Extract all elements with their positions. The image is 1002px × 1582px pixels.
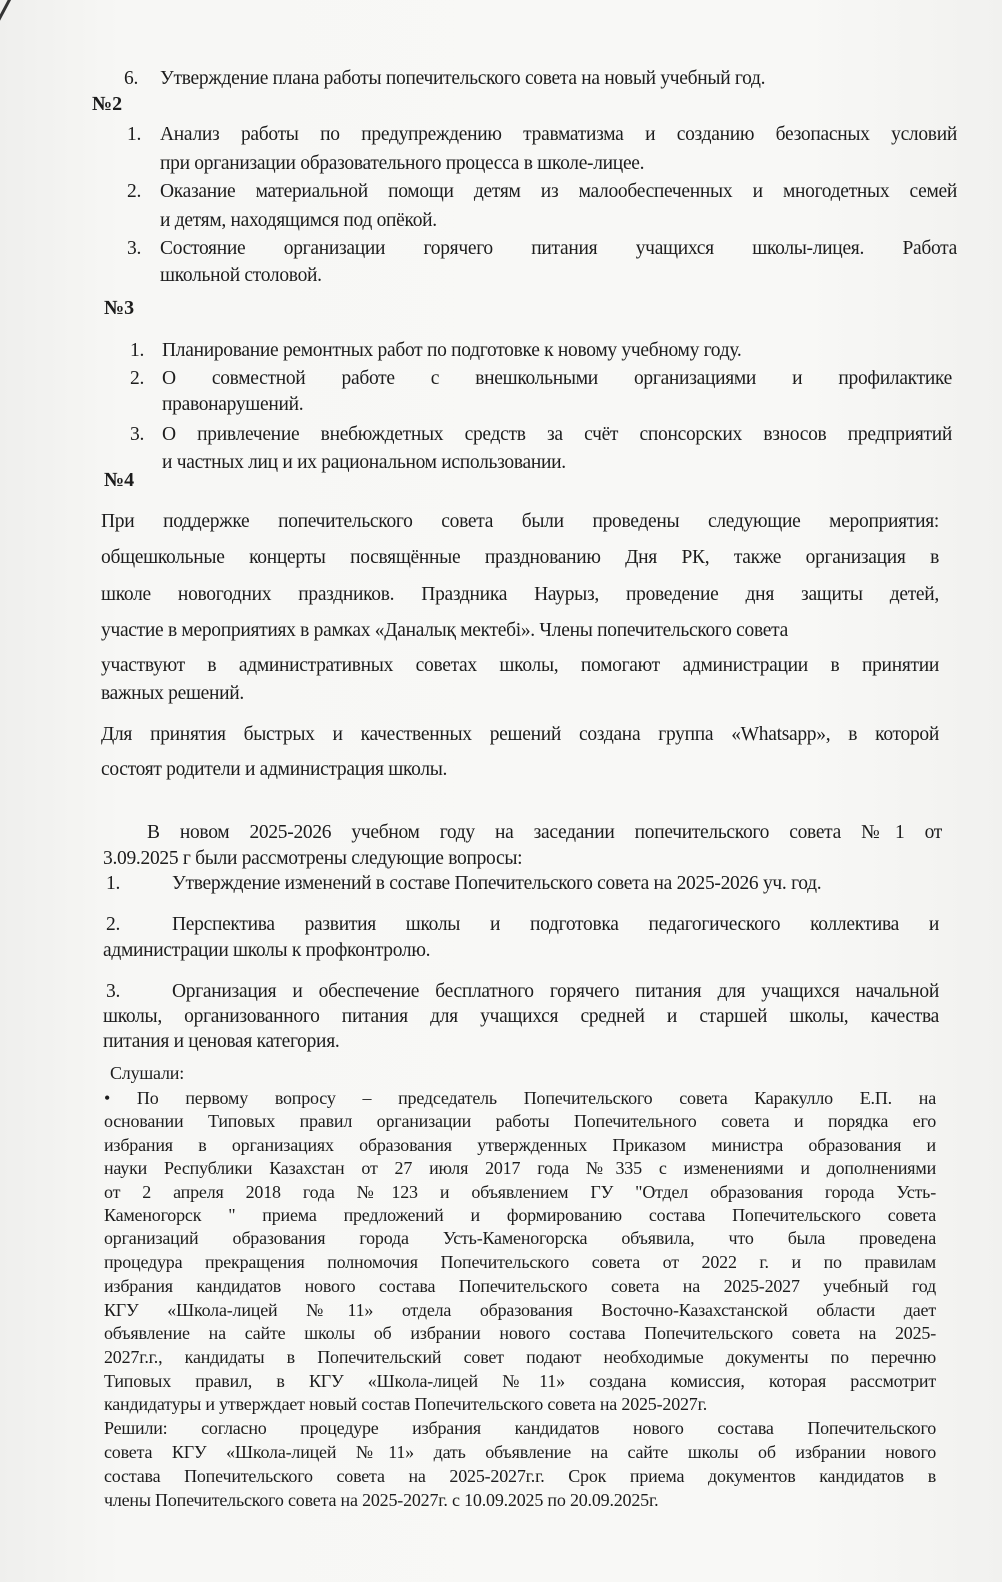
paragraph-line: процедура прекращения полномочия Попечительского совета от 2022 г. и по правилам xyxy=(104,1252,936,1272)
paragraph-line: участвуют в административных советах школы, помогают администрации в принятии xyxy=(101,655,939,676)
section-heading: №3 xyxy=(104,297,135,319)
page-edge-mark xyxy=(0,0,12,25)
paragraph-line: кандидатуры и утверждает новый состав Попечительского совета на 2025-2027г. xyxy=(104,1394,708,1414)
list-item-text: Перспектива развития школы и подготовка педагогического коллектива и xyxy=(172,914,939,935)
list-item-number: 2. xyxy=(130,368,145,389)
list-item-text: администрации школы к профконтролю. xyxy=(103,940,431,961)
paragraph-line: организаций образования города Усть-Каменогорска объявила, что была проведена xyxy=(104,1228,936,1248)
list-item-text: при организации образовательного процесса в школе-лицее. xyxy=(160,153,645,174)
list-item-text: О привлечение внебюждетных средств за счёт спонсорских взносов предприятий xyxy=(162,424,952,445)
paragraph-line: При поддержке попечительского совета были проведены следующие мероприятия: xyxy=(101,511,939,532)
paragraph-line: 2027г.г., кандидаты в Попечительский совет подают необходимые документы по перечню xyxy=(104,1347,936,1367)
paragraph-line: состоят родители и администрация школы. xyxy=(101,759,448,780)
section-heading: №4 xyxy=(104,469,135,491)
paragraph-line: Каменогорск " приема предложений и формированию состава Попечительского совета xyxy=(104,1205,936,1225)
list-item-text: Состояние организации горячего питания учащихся школы-лицея. Работа xyxy=(160,238,957,259)
paragraph-line: науки Республики Казахстан от 27 июля 2017 года №335 с изменениями и дополнениями xyxy=(104,1158,936,1178)
list-item-text: питания и ценовая категория. xyxy=(103,1031,340,1052)
list-item-number: 3. xyxy=(130,424,145,445)
list-item-text: школьной столовой. xyxy=(160,265,322,286)
list-item-number: 1. xyxy=(127,124,142,145)
list-item-text: правонарушений. xyxy=(162,394,304,415)
paragraph-line: В новом 2025-2026 учебном году на заседании попечительского совета №1 от xyxy=(147,822,942,843)
heard-label: Слушали: xyxy=(110,1063,185,1083)
list-item-text: школы, организованного питания для учащихся средней и старшей школы, качества xyxy=(103,1006,939,1027)
paragraph-line: Для принятия быстрых и качественных решений создана группа «Whatsapp», в которой xyxy=(101,724,939,745)
list-item-text: Организация и обеспечение бесплатного горячего питания для учащихся начальной xyxy=(172,981,939,1002)
list-item-number: 3. xyxy=(106,981,121,1002)
list-item-number: 3. xyxy=(127,238,142,259)
paragraph-line: 3.09.2025 г были рассмотрены следующие вопросы: xyxy=(103,848,523,869)
list-item-number: 2. xyxy=(127,181,142,202)
list-item-text: Планирование ремонтных работ по подготовке к новому учебному году. xyxy=(162,340,742,361)
paragraph-line: основании Типовых правил организации работы Попечительного совета и порядка его xyxy=(104,1111,936,1131)
paragraph-line: важных решений. xyxy=(101,683,244,704)
paragraph-line: общешкольные концерты посвящённые празднованию Дня РК, также организация в xyxy=(101,547,939,568)
paragraph-line: участие в мероприятиях в рамках «Даналық мектебі». Члены попечительского совета xyxy=(101,620,788,641)
list-item-text: Оказание материальной помощи детям из малообеспеченных и многодетных семей xyxy=(160,181,957,202)
list-item-number: 2. xyxy=(106,914,121,935)
paragraph-line: избрания в организациях образования утвержденных Приказом министра образования и xyxy=(104,1135,936,1155)
list-item-text: Утверждение изменений в составе Попечительского совета на 2025-2026 уч. год. xyxy=(172,873,822,894)
list-item-number: 1. xyxy=(106,873,121,894)
paragraph-line: Типовых правил, в КГУ «Школа-лицей №11» создана комиссия, которая рассмотрит xyxy=(104,1371,936,1391)
paragraph-line: КГУ «Школа-лицей №11» отдела образования Восточно-Казахстанской области дает xyxy=(104,1300,936,1320)
paragraph-line: объявление на сайте школы об избрании нового состава Попечительского совета на 2025- xyxy=(104,1323,936,1343)
list-item-text: О совместной работе с внешкольными организациями и профилактике xyxy=(162,368,952,389)
paragraph-line: избрания кандидатов нового состава Попечительского совета на 2025-2027 учебный год xyxy=(104,1276,936,1296)
paragraph-line: члены Попечительского совета на 2025-2027г. с 10.09.2025 по 20.09.2025г. xyxy=(104,1490,659,1510)
paragraph-line: совета КГУ «Школа-лицей №11» дать объявление на сайте школы об избрании нового xyxy=(104,1442,936,1462)
paragraph-line: Решили: согласно процедуре избрания кандидатов нового состава Попечительского xyxy=(104,1418,936,1438)
list-item-text: Утверждение плана работы попечительского совета на новый учебный год. xyxy=(160,68,766,89)
section-heading: №2 xyxy=(92,93,123,115)
list-item-number: 1. xyxy=(130,340,145,361)
list-item-text: Анализ работы по предупреждению травматизма и созданию безопасных условий xyxy=(160,124,957,145)
paragraph-line: от 2 апреля 2018 года №123 и объявлением ГУ "Отдел образования города Усть- xyxy=(104,1182,936,1202)
list-item-number: 6. xyxy=(124,68,139,89)
list-item-text: и детям, находящимся под опёкой. xyxy=(160,210,437,231)
paragraph-line: • По первому вопросу – председатель Попечительского совета Каракулло Е.П. на xyxy=(104,1088,936,1108)
paragraph-line: школе новогодних праздников. Праздника Наурыз, проведение дня защиты детей, xyxy=(101,584,939,605)
list-item-text: и частных лиц и их рациональном использовании. xyxy=(162,452,566,473)
paragraph-line: состава Попечительского совета на 2025-2027г.г. Срок приема документов кандидатов в xyxy=(104,1466,936,1486)
